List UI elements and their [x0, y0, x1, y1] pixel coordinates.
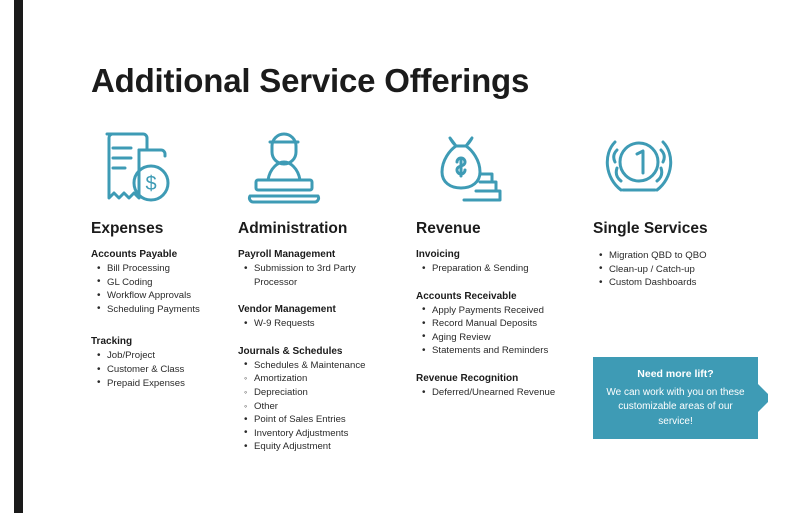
list-accounts-payable — [91, 262, 231, 316]
list-item: ◦ Depreciation — [254, 386, 393, 400]
list-journals-schedules — [238, 359, 393, 373]
list-item: • Apply Payments Received — [432, 304, 561, 318]
list-revenue-recognition — [416, 386, 561, 400]
list-item: • Workflow Approvals — [107, 289, 231, 303]
list-tracking — [91, 349, 231, 390]
invoice-dollar-icon — [91, 128, 231, 216]
list-item: • Prepaid Expenses — [107, 377, 231, 391]
column-administration — [238, 128, 393, 454]
column-heading: Revenue — [416, 220, 481, 237]
list-item: • Bill Processing — [107, 262, 231, 276]
list-item: • Statements and Reminders — [432, 344, 561, 358]
list-item: • Job/Project — [107, 349, 231, 363]
callout-box — [593, 357, 758, 439]
list-item: • GL Coding — [107, 276, 231, 290]
subheading-invoicing: Invoicing — [416, 249, 460, 260]
callout-title: Need more lift? — [637, 367, 714, 380]
svg-text:$: $ — [145, 173, 157, 195]
list-item: • W-9 Requests — [254, 317, 393, 331]
frame-edge-top — [0, 0, 800, 10]
list-vendor-management — [238, 317, 393, 331]
list-item: • Aging Review — [432, 331, 561, 345]
list-item: • Preparation & Sending — [432, 262, 561, 276]
list-item: ◦ Other — [254, 400, 393, 414]
list-journals-sub — [238, 372, 393, 413]
callout-pointer — [758, 384, 768, 412]
frame-black-bar — [14, 0, 23, 527]
list-journals-after — [238, 413, 393, 454]
list-item: ◦ Amortization — [254, 372, 393, 386]
page-title: Additional Service Offerings — [91, 62, 530, 99]
list-item: • Point of Sales Entries — [254, 413, 393, 427]
subheading-payroll-management: Payroll Management — [238, 249, 336, 260]
column-single-services — [593, 128, 753, 290]
column-heading: Expenses — [91, 220, 164, 237]
subheading-revenue-recognition: Revenue Recognition — [416, 373, 519, 385]
column-heading: Administration — [238, 220, 348, 237]
list-item: • Scheduling Payments — [107, 303, 231, 317]
list-item: • Migration QBD to QBO — [609, 249, 753, 263]
list-item: • Equity Adjustment — [254, 440, 393, 454]
list-single-services — [593, 249, 753, 290]
list-item: • Deferred/Unearned Revenue — [432, 386, 561, 400]
list-item: • Record Manual Deposits — [432, 317, 561, 331]
subheading-accounts-payable: Accounts Payable — [91, 249, 178, 260]
subheading-journals-schedules: Journals & Schedules — [238, 345, 343, 357]
column-expenses — [91, 128, 231, 390]
column-revenue — [416, 128, 561, 400]
frame-edge-left — [0, 0, 14, 527]
subheading-tracking: Tracking — [91, 336, 133, 348]
slide-canvas — [23, 10, 768, 516]
callout-body: We can work with you on these customizable areas of our service! — [606, 386, 745, 427]
list-item: • Schedules & Maintenance — [254, 359, 393, 373]
list-accounts-receivable — [416, 304, 561, 358]
list-item: • Submission to 3rd Party Processor — [254, 262, 393, 289]
list-item: • Clean-up / Catch-up — [609, 263, 753, 277]
column-heading: Single Services — [593, 220, 708, 237]
money-bag-icon — [416, 128, 561, 216]
list-item: • Customer & Class — [107, 363, 231, 377]
list-item: • Custom Dashboards — [609, 276, 753, 290]
laurel-medal-icon — [593, 128, 753, 216]
list-payroll-management — [238, 262, 393, 289]
person-computer-icon — [238, 128, 393, 216]
list-invoicing — [416, 262, 561, 276]
subheading-vendor-management: Vendor Management — [238, 304, 336, 316]
subheading-accounts-receivable: Accounts Receivable — [416, 290, 517, 302]
list-item: • Inventory Adjustments — [254, 427, 393, 441]
frame-edge-right — [768, 0, 800, 527]
